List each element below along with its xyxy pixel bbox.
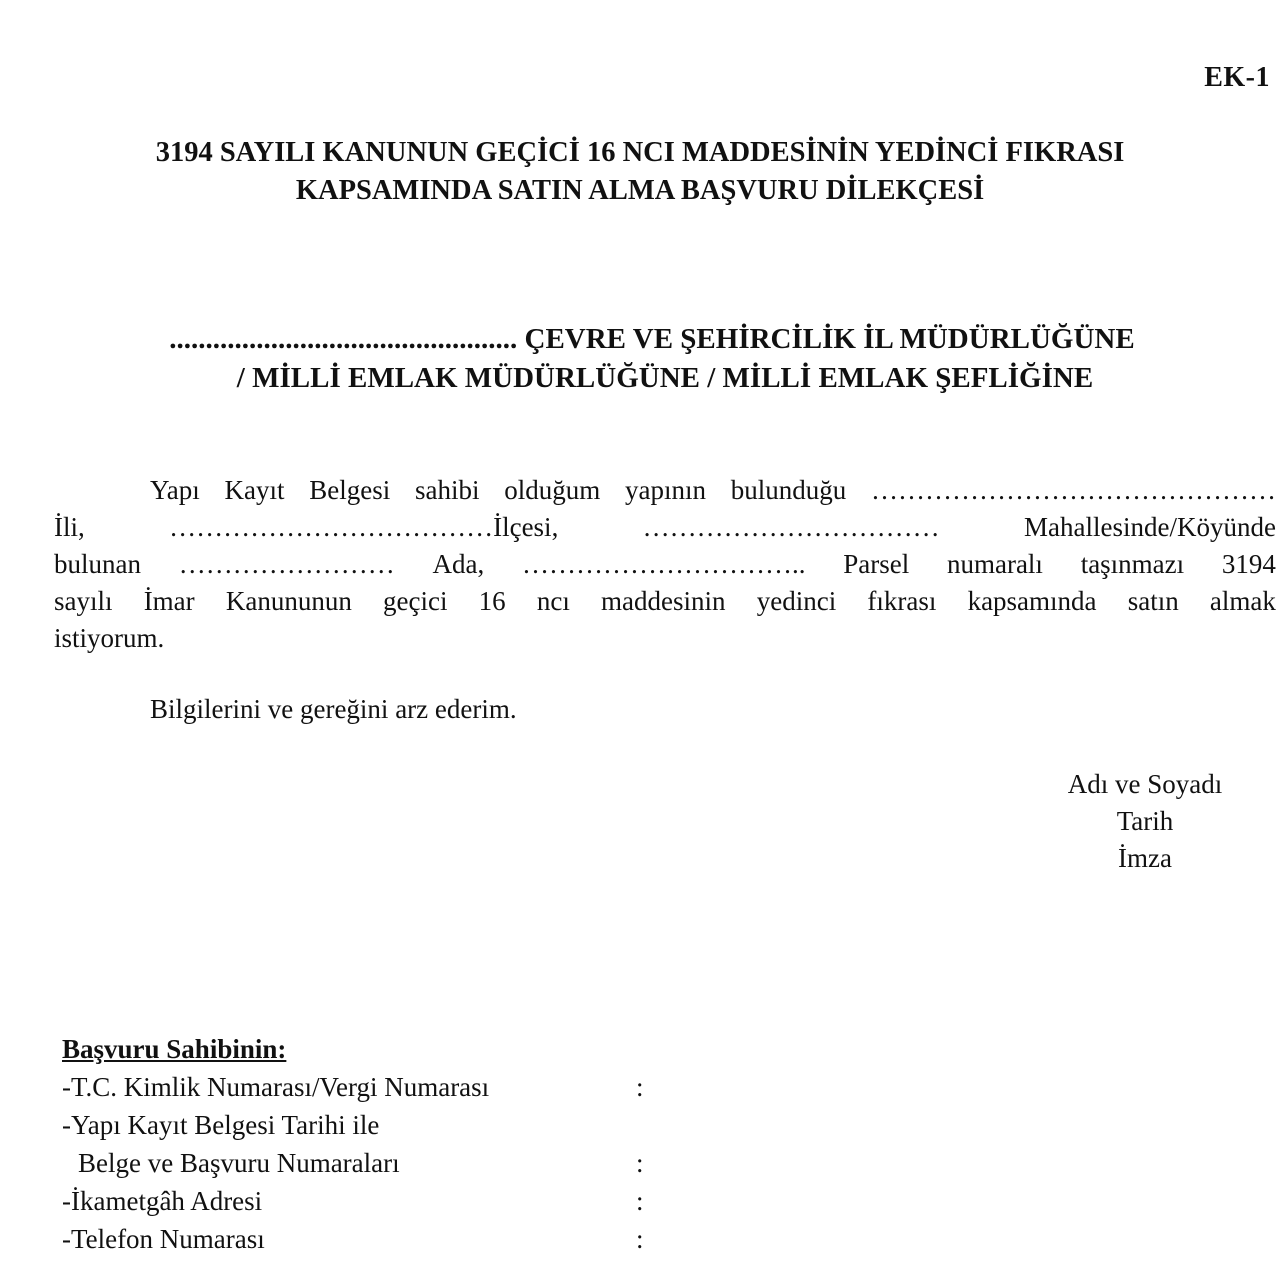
annex-label: EK-1 <box>1204 62 1270 93</box>
body-word: ………………………………İlçesi, <box>169 512 559 542</box>
body-word: satın <box>1127 586 1179 616</box>
body-word: bulunduğu <box>730 475 847 505</box>
body-word: Ada, <box>432 549 485 579</box>
body-word: ……………………………………… <box>870 475 1276 505</box>
body-word: kapsamında <box>967 586 1097 616</box>
body-word: …………………… <box>178 549 395 579</box>
body-word: Mahallesinde/Köyünde <box>1024 512 1276 542</box>
body-row-5: istiyorum. <box>54 623 165 653</box>
closing-sentence: Bilgilerini ve gereğini arz ederim. <box>150 694 517 724</box>
body-word: olduğum <box>504 475 601 505</box>
addressee-block <box>0 320 1280 398</box>
applicant-heading: Başvuru Sahibinin: <box>62 1034 287 1064</box>
body-word: Belgesi <box>309 475 391 505</box>
body-word: almak <box>1209 586 1276 616</box>
signature-block <box>1040 766 1250 877</box>
field-colon: : <box>636 1148 644 1178</box>
body-word: 16 <box>478 586 506 616</box>
addressee-line-2: / MİLLİ EMLAK MÜDÜRLÜĞÜNE / MİLLİ EMLAK ŞEFLİĞİNE <box>236 362 1094 394</box>
body-word: …………………………… <box>642 512 940 542</box>
field-colon: : <box>636 1186 644 1216</box>
body-row-1 <box>54 472 1276 509</box>
signature-date-label: Tarih <box>1116 806 1174 836</box>
body-word: Parsel <box>843 549 910 579</box>
field-label: -Yapı Kayıt Belgesi Tarihi ile <box>62 1110 380 1140</box>
body-word: Kanununun <box>225 586 352 616</box>
body-word: ………………………….. <box>521 549 806 579</box>
field-colon: : <box>636 1072 644 1102</box>
body-word: Kayıt <box>224 475 285 505</box>
signature-sign-label: İmza <box>1118 843 1172 873</box>
field-label: -İkametgâh Adresi <box>62 1186 263 1216</box>
body-word: yedinci <box>756 586 837 616</box>
title-line-1: 3194 SAYILI KANUNUN GEÇİCİ 16 NCI MADDESİNİN YEDİNCİ FIKRASI <box>155 137 1125 168</box>
body-word: sahibi <box>414 475 480 505</box>
document-title <box>0 134 1280 210</box>
body-row-4 <box>54 583 1276 620</box>
applicant-info-block <box>62 1030 702 1258</box>
field-label: Belge ve Başvuru Numaraları <box>78 1148 400 1178</box>
signature-name-label: Adı ve Soyadı <box>1067 769 1223 799</box>
title-line-2: KAPSAMINDA SATIN ALMA BAŞVURU DİLEKÇESİ <box>295 175 985 206</box>
body-word: İmar <box>143 586 195 616</box>
body-word: maddesinin <box>601 586 726 616</box>
field-colon <box>636 1106 676 1144</box>
body-row-3 <box>54 546 1276 583</box>
field-row-phone <box>62 1220 702 1258</box>
body-word: İli, <box>54 512 85 542</box>
field-row-address <box>62 1182 702 1220</box>
body-word: taşınmazı <box>1080 549 1185 579</box>
body-word: fıkrası <box>867 586 937 616</box>
addressee-line-1: ................................................ ÇEVRE VE ŞEHİRCİLİK İL MÜDÜRLÜĞÜNE <box>169 323 1135 355</box>
body-word: ncı <box>536 586 570 616</box>
field-row-id-number <box>62 1068 702 1106</box>
body-row-2 <box>54 509 1276 546</box>
body-paragraph <box>54 472 1276 657</box>
body-word: yapının <box>624 475 706 505</box>
body-word: Yapı <box>150 475 200 505</box>
body-word: numaralı <box>946 549 1043 579</box>
field-colon: : <box>636 1224 644 1254</box>
field-label: -Telefon Numarası <box>62 1224 265 1254</box>
body-word: sayılı <box>54 586 113 616</box>
field-row-registration-date <box>62 1106 702 1144</box>
body-word: geçici <box>383 586 448 616</box>
body-word: 3194 <box>1221 549 1276 579</box>
field-label: -T.C. Kimlik Numarası/Vergi Numarası <box>62 1072 490 1102</box>
field-row-document-numbers <box>62 1144 702 1182</box>
body-word: bulunan <box>54 549 141 579</box>
